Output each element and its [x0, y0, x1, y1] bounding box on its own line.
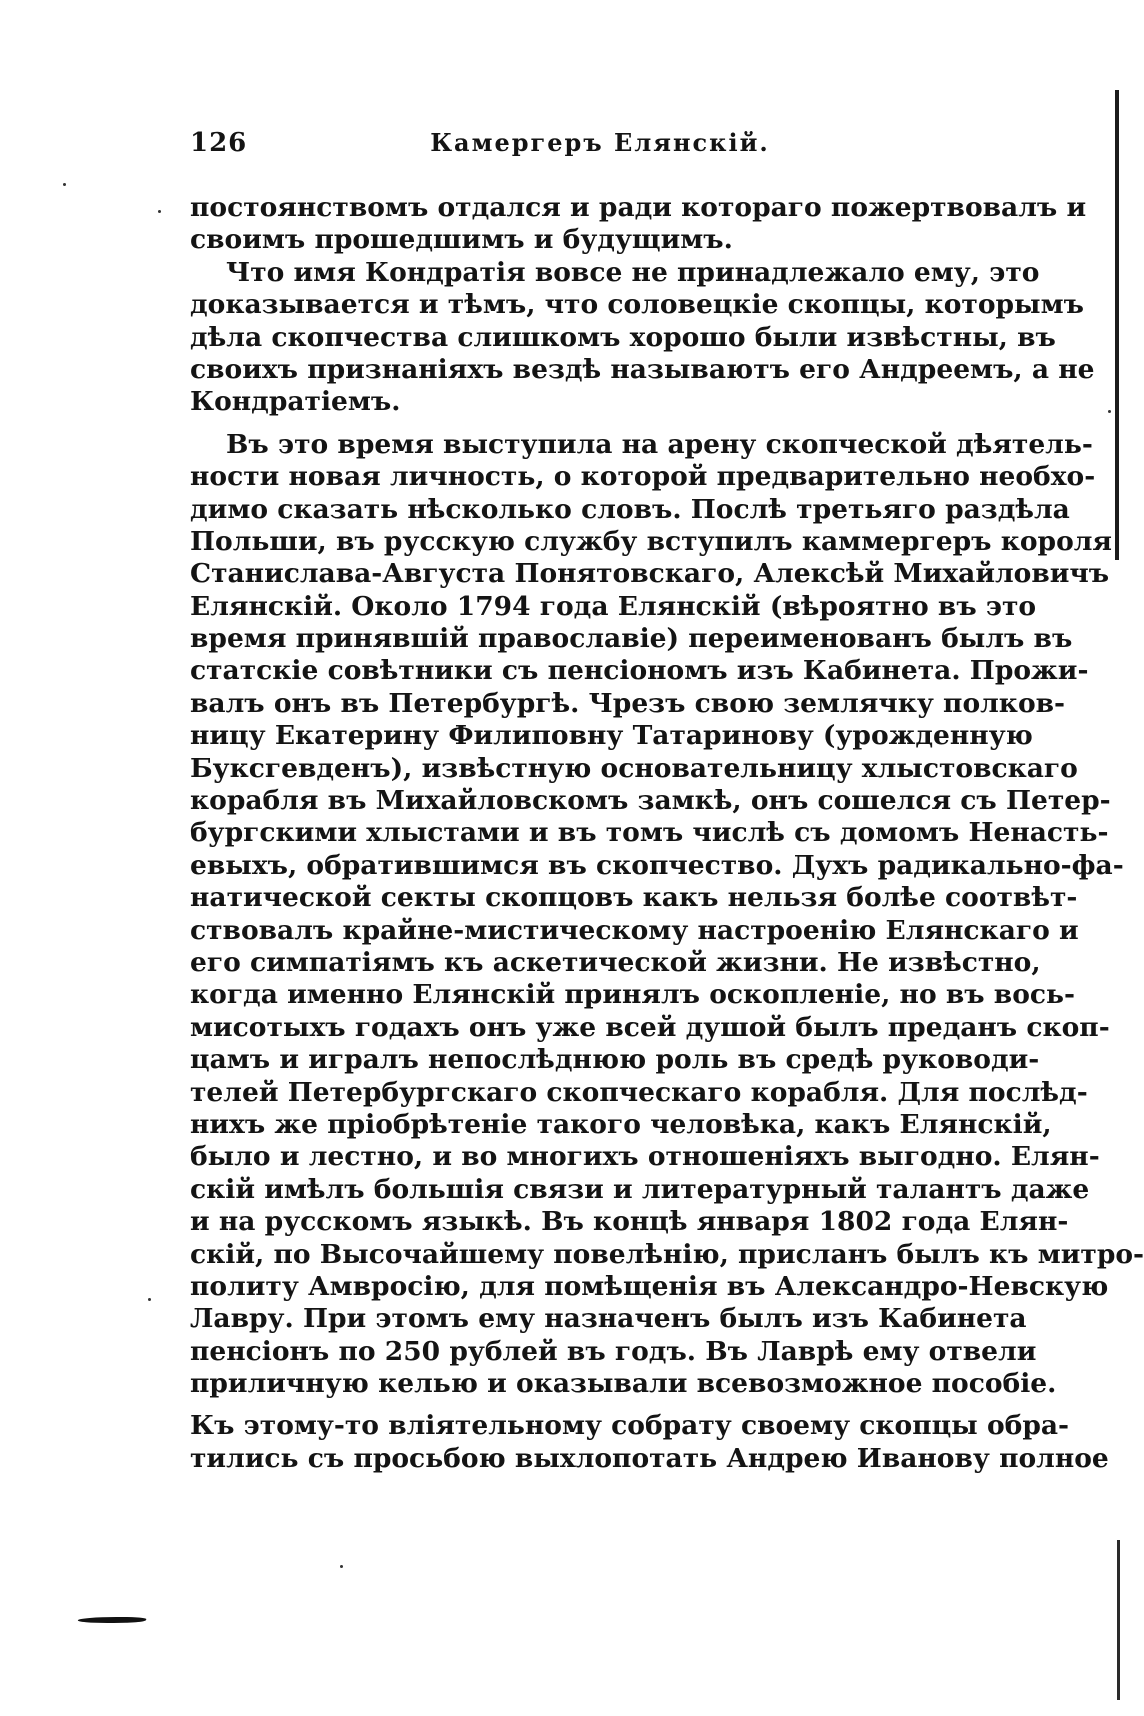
text-line: своимъ прошедшимъ и будущимъ.: [190, 224, 733, 256]
ink-speck: [63, 183, 66, 186]
ink-smudge: [77, 1617, 148, 1623]
text-line: доказывается и тѣмъ, что соловецкіе скопцы, которымъ: [190, 289, 1084, 321]
text-line: мисотыхъ годахъ онъ уже всей душой былъ преданъ скоп-: [190, 1011, 1110, 1043]
text-line: Лавру. При этомъ ему назначенъ былъ изъ Кабинета: [190, 1303, 1027, 1335]
text-line: дѣла скопчества слишкомъ хорошо были извѣстны, въ: [190, 321, 1056, 353]
text-line: димо сказать нѣсколько словъ. Послѣ третьяго раздѣла: [190, 493, 1070, 525]
text-line: политу Амвросію, для помѣщенія въ Александро-Невскую: [190, 1270, 1109, 1302]
text-line: постоянствомъ отдался и ради котораго пожертвовалъ и: [190, 192, 1087, 223]
text-line: статскіе совѣтники съ пенсіономъ изъ Кабинета. Прожи-: [190, 655, 1089, 687]
text-line: нихъ же пріобрѣтеніе такого человѣка, какъ Елянскій,: [190, 1108, 1052, 1140]
paragraph-2: [190, 256, 1095, 419]
ink-speck: [148, 1298, 151, 1301]
text-line: скій, по Высочайшему повелѣнію, присланъ былъ къ митро-: [190, 1238, 1144, 1270]
ink-speck: [158, 210, 161, 213]
scan-edge-mark: [1117, 1540, 1120, 1700]
text-line: время принявшій православіе) переименованъ былъ въ: [190, 623, 1073, 655]
text-line: ности новая личность, о которой предварительно необхо-: [190, 461, 1096, 493]
paragraph-1: [190, 192, 1087, 257]
text-line: скій имѣлъ большія связи и литературный талантъ даже: [190, 1173, 1090, 1205]
text-line: валъ онъ въ Петербургѣ. Чрезъ свою землячку полков-: [190, 687, 1066, 719]
text-line: когда именно Елянскій принялъ оскопленіе, но въ вось-: [190, 979, 1076, 1011]
text-line: Въ это время выступила на арену скопческой дѣятель-: [226, 428, 1093, 460]
text-line: пенсіонъ по 250 рублей въ годъ. Въ Лаврѣ ему отвели: [190, 1335, 1037, 1367]
text-line: евыхъ, обратившимся въ скопчество. Духъ радикально-фа-: [190, 849, 1124, 881]
body-text: [190, 192, 1144, 1475]
text-line: Польши, въ русскую службу вступилъ каммергеръ короля: [190, 525, 1113, 557]
text-line: приличную келью и оказывали всевозможное пособіе.: [190, 1368, 1057, 1400]
paragraph-3: [190, 428, 1144, 1401]
running-title: Камергеръ Елянскій.: [430, 128, 770, 157]
text-line: тились съ просьбою выхлопотать Андрею Иванову полное: [190, 1442, 1109, 1474]
text-line: Буксгевденъ), извѣстную основательницу хлыстовскаго: [190, 752, 1078, 784]
text-line: Елянскій. Около 1794 года Елянскій (вѣроятно въ это: [190, 590, 1037, 622]
text-line: было и лестно, и во многихъ отношеніяхъ выгодно. Елян-: [190, 1141, 1100, 1173]
text-line: Станислава-Августа Понятовскаго, Алексѣй Михайловичъ: [190, 558, 1110, 590]
page-header: [190, 128, 1010, 158]
text-line: своихъ признаніяхъ вездѣ называютъ его Андреемъ, а не: [190, 353, 1095, 385]
page-number: 126: [190, 128, 248, 158]
scan-edge-mark: [1115, 90, 1119, 560]
text-line: Что имя Кондратія вовсе не принадлежало ему, это: [226, 256, 1040, 288]
text-line: ствовалъ крайне-мистическому настроенію Елянскаго и: [190, 914, 1079, 946]
text-line: ницу Екатерину Филиповну Татаринову (урожденную: [190, 720, 1033, 752]
paragraph-4: [190, 1410, 1109, 1475]
text-line: телей Петербургскаго скопческаго корабля. Для послѣд-: [190, 1076, 1088, 1108]
text-line: Къ этому-то вліятельному собрату своему скопцы обра-: [190, 1410, 1070, 1442]
text-line: цамъ и игралъ непослѣднюю роль въ средѣ руководи-: [190, 1044, 1040, 1076]
text-line: корабля въ Михайловскомъ замкѣ, онъ сошелся съ Петер-: [190, 785, 1111, 817]
ink-speck: [1108, 410, 1111, 413]
text-line: натической секты скопцовъ какъ нельзя болѣе соотвѣт-: [190, 882, 1078, 914]
text-line: Кондратіемъ.: [190, 386, 401, 418]
text-line: его симпатіямъ къ аскетической жизни. Не извѣстно,: [190, 946, 1041, 978]
text-line: бургскими хлыстами и въ томъ числѣ съ домомъ Ненасть-: [190, 817, 1109, 849]
text-line: и на русскомъ языкѣ. Въ концѣ января 1802 года Елян-: [190, 1206, 1069, 1238]
ink-speck: [340, 1565, 343, 1568]
